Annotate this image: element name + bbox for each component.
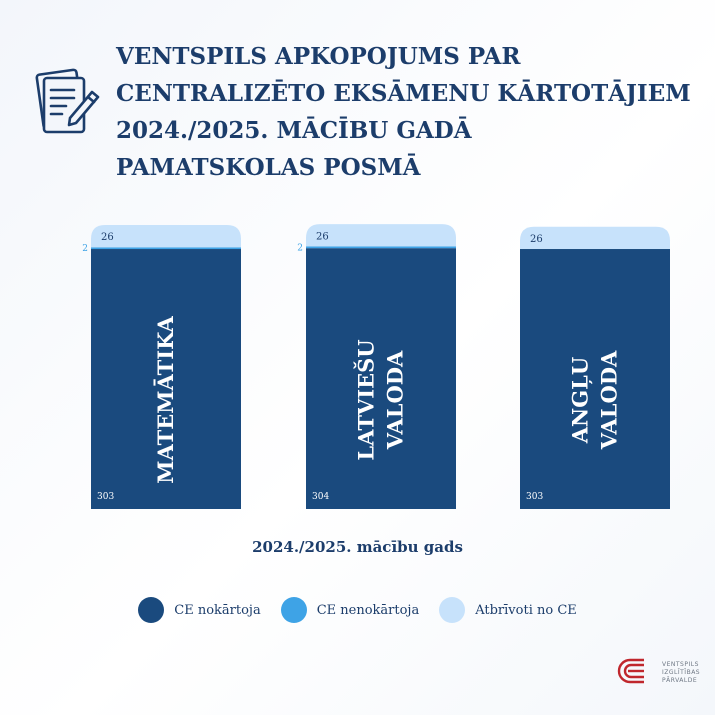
logo-line: IZGLĪTĪBAS: [662, 669, 701, 676]
title-line: PAMATSKOLAS POSMĀ: [116, 154, 421, 181]
legend-swatch: [281, 597, 307, 623]
legend-label: CE nenokārtoja: [316, 602, 420, 618]
logo-line: VENTSPILS: [662, 661, 699, 668]
legend-swatch: [138, 597, 164, 623]
x-axis-label: 2024./2025. mācību gads: [252, 538, 463, 556]
chart-legend: [0, 597, 715, 623]
bar-segment: [306, 248, 456, 509]
category-label-line: ANGĻU: [567, 356, 593, 444]
legend-label: CE nokārtoja: [174, 602, 261, 618]
legend-item: [138, 597, 260, 623]
data-label: 2: [82, 244, 88, 255]
legend-swatch: [439, 597, 465, 623]
logo-text: [662, 661, 700, 685]
logo-line: PĀRVALDE: [662, 677, 698, 684]
data-label: 26: [101, 232, 114, 244]
title-line: 2024./2025. MĀCĪBU GADĀ: [116, 117, 472, 144]
legend-item: [281, 597, 420, 623]
organization-logo: [614, 656, 700, 690]
category-label-line: MATEMĀTIKA: [153, 316, 178, 484]
legend-item: [439, 597, 577, 623]
data-label: 304: [312, 492, 330, 502]
data-label: 26: [316, 231, 329, 243]
legend-label: Atbrīvoti no CE: [475, 602, 577, 618]
title-line: VENTSPILS APKOPOJUMS PAR: [116, 43, 521, 70]
category-label-line: VALODA: [596, 350, 622, 450]
category-label: [153, 316, 178, 484]
bar-segment: [306, 246, 456, 248]
ventspils-education-board-logo-icon: [614, 656, 654, 690]
category-label-line: LATVIEŠU: [353, 339, 379, 461]
bar-segment: [520, 249, 670, 509]
data-label: 26: [530, 233, 543, 245]
data-label: 2: [297, 243, 303, 254]
category-label-line: VALODA: [382, 350, 408, 450]
bar-segment: [91, 247, 241, 249]
title-line: CENTRALIZĒTO EKSĀMENU KĀRTOTĀJIEM: [116, 80, 691, 107]
data-label: 303: [526, 492, 544, 502]
data-label: 303: [97, 492, 115, 502]
